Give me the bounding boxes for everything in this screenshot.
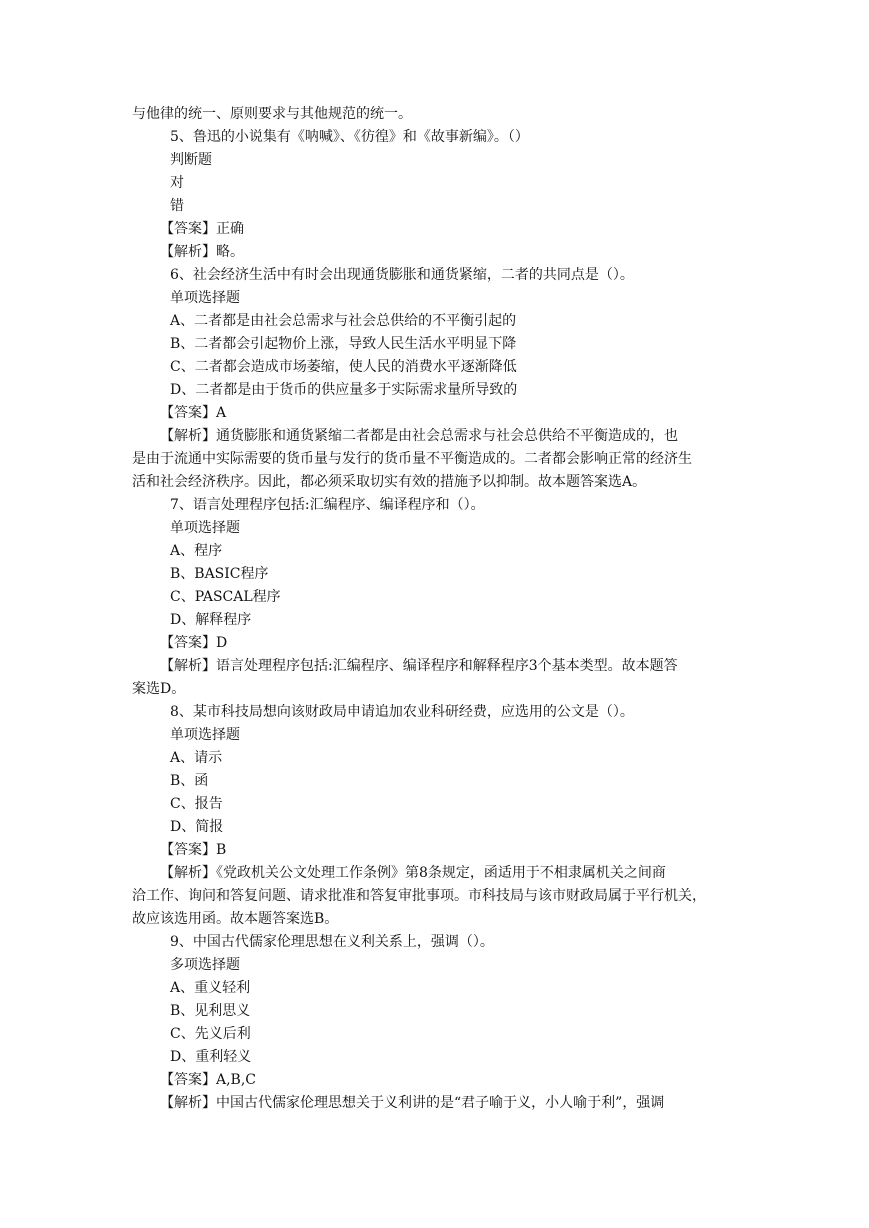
question-9-stem: 9、中国古代儒家伦理思想在义利关系上，强调（）。 bbox=[170, 934, 494, 950]
analysis-line: 【解析】通货膨胀和通货紧缩二者都是由社会总需求与社会总供给不平衡造成的，也 bbox=[160, 428, 678, 444]
option-a: A、请示 bbox=[170, 750, 223, 766]
option-a: A、二者都是由社会总需求与社会总供给的不平衡引起的 bbox=[170, 313, 517, 329]
question-7-stem: 7、语言处理程序包括:汇编程序、编译程序和（）。 bbox=[170, 497, 485, 513]
option-c: C、二者都会造成市场萎缩，使人民的消费水平逐渐降低 bbox=[170, 359, 517, 375]
option-c: C、先义后利 bbox=[170, 1026, 251, 1042]
answer-line: 【答案】正确 bbox=[160, 221, 244, 237]
analysis-line: 【解析】《党政机关公文处理工作条例》第8条规定，函适用于不相隶属机关之间商 bbox=[160, 865, 666, 881]
question-type: 单项选择题 bbox=[170, 520, 240, 536]
analysis-continuation: 是由于流通中实际需要的货币量与发行的货币量不平衡造成的。二者都会影响正常的经济生 bbox=[132, 451, 692, 467]
question-type: 单项选择题 bbox=[170, 290, 240, 306]
analysis-line: 【解析】略。 bbox=[160, 244, 244, 260]
analysis-line: 【解析】中国古代儒家伦理思想关于义利讲的是“君子喻于义，小人喻于利”，强调 bbox=[160, 1095, 665, 1111]
option-d: D、解释程序 bbox=[170, 612, 252, 628]
question-6-stem: 6、社会经济生活中有时会出现通货膨胀和通货紧缩，二者的共同点是（）。 bbox=[170, 267, 634, 283]
answer-line: 【答案】D bbox=[160, 635, 228, 651]
option-a: A、程序 bbox=[170, 543, 223, 559]
option-d: D、重利轻义 bbox=[170, 1049, 252, 1065]
question-5-stem: 5、鲁迅的小说集有《呐喊》、《彷徨》和《故事新编》。（） bbox=[170, 129, 529, 145]
option-false: 错 bbox=[170, 198, 184, 214]
option-true: 对 bbox=[170, 175, 184, 191]
answer-line: 【答案】B bbox=[160, 842, 227, 858]
analysis-continuation: 故应该选用函。故本题答案选B。 bbox=[132, 911, 339, 927]
option-b: B、见利思义 bbox=[170, 1003, 251, 1019]
option-d: D、二者都是由于货币的供应量多于实际需求量所导致的 bbox=[170, 382, 518, 398]
answer-line: 【答案】A,B,C bbox=[160, 1072, 257, 1088]
option-c: C、PASCAL程序 bbox=[170, 589, 281, 605]
option-c: C、报告 bbox=[170, 796, 223, 812]
question-type: 单项选择题 bbox=[170, 727, 240, 743]
question-type: 判断题 bbox=[170, 152, 212, 168]
option-a: A、重义轻利 bbox=[170, 980, 251, 996]
question-8-stem: 8、某市科技局想向该财政局申请追加农业科研经费，应选用的公文是（）。 bbox=[170, 704, 634, 720]
question-type: 多项选择题 bbox=[170, 957, 240, 973]
option-b: B、函 bbox=[170, 773, 209, 789]
option-b: B、BASIC程序 bbox=[170, 566, 269, 582]
option-b: B、二者都会引起物价上涨，导致人民生活水平明显下降 bbox=[170, 336, 517, 352]
analysis-line: 【解析】语言处理程序包括:汇编程序、编译程序和解释程序3个基本类型。故本题答 bbox=[160, 658, 678, 674]
text-line: 与他律的统一、原则要求与其他规范的统一。 bbox=[132, 106, 412, 122]
option-d: D、简报 bbox=[170, 819, 224, 835]
analysis-continuation: 活和社会经济秩序。因此，都必须采取切实有效的措施予以抑制。故本题答案选A。 bbox=[132, 474, 647, 490]
analysis-continuation: 案选D。 bbox=[132, 681, 186, 697]
answer-line: 【答案】A bbox=[160, 405, 227, 421]
analysis-continuation: 洽工作、询问和答复问题、请求批准和答复审批事项。市科技局与该市财政局属于平行机关， bbox=[132, 888, 706, 904]
